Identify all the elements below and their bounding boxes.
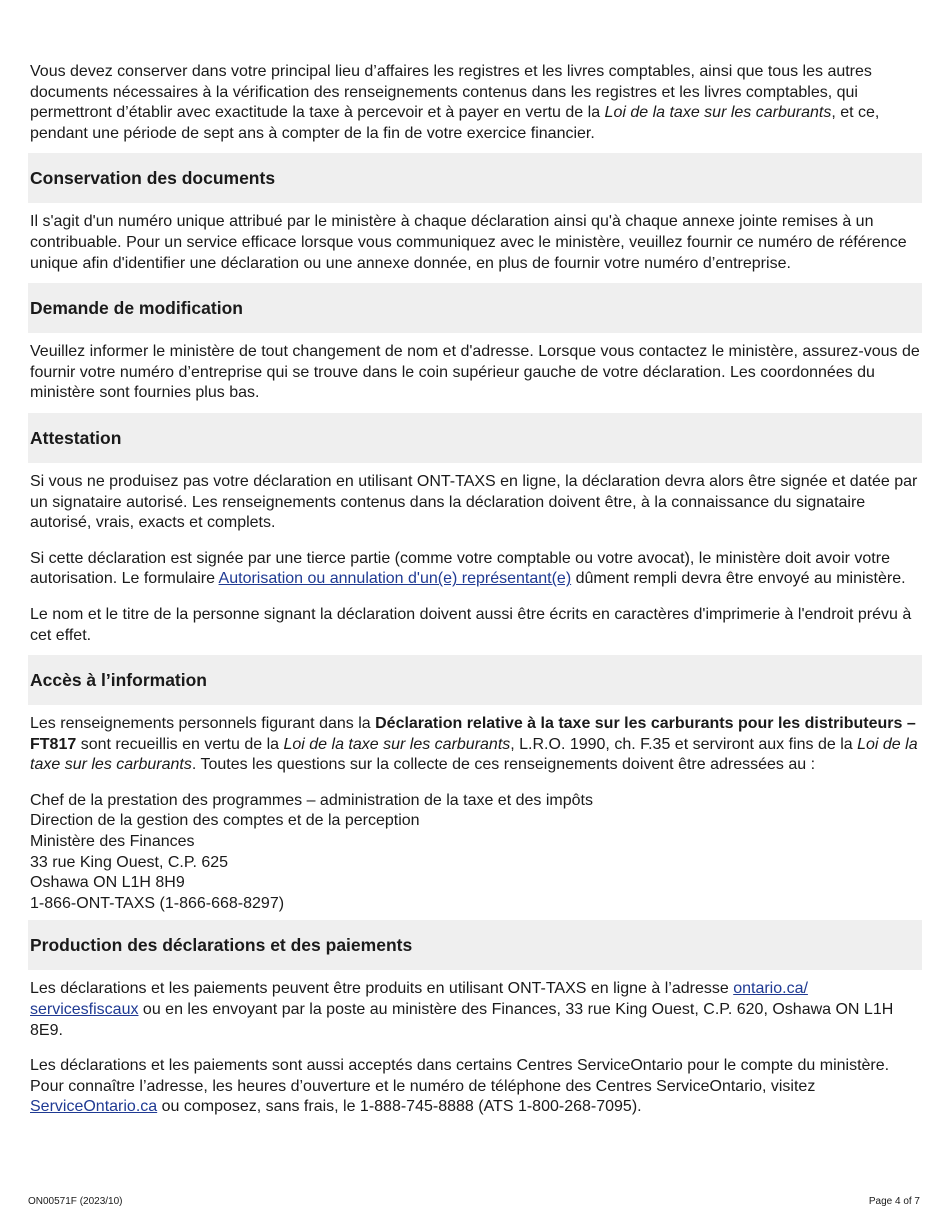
section-heading-conservation: Conservation des documents [28, 153, 922, 203]
filing-paragraph-2: Les déclarations et les paiements sont aussi acceptés dans certains Centres ServiceOntario pour le compte du ministère. Pour connaître l’adresse, les heures d’ouverture et le numéro de téléphone des Centres ServiceOntario, visitez ServiceOntario.ca ou composez, sans frais, le 1-888-745-8888 (ATS 1-800-268-7095). [30, 1057, 890, 1116]
access-paragraph: Les renseignements personnels figurant dans la Déclaration relative à la taxe sur les carburants pour les distributeurs – FT817 sont recueillis en vertu de la Loi de la taxe sur les carburants, L.R.O. 1990, ch. F.35 et serviront aux fins de la Loi de la taxe sur les carburants. Toutes les questions sur la collecte de ces renseignements doivent être adressées au : [30, 715, 918, 774]
document-page [30, 62, 922, 1133]
address-line: Direction de la gestion des comptes et de la perception [30, 812, 420, 830]
attestation-paragraph-2: Si cette déclaration est signée par une tierce partie (comme votre comptable ou votre avocat), le ministère doit avoir votre autorisation. Le formulaire Autorisation ou annulation d'un(e) représentant(e) dûment rempli devra être envoyé au ministère. [30, 549, 906, 588]
page-number: Page 4 of 7 [868, 1196, 920, 1207]
address-line: 1-866-ONT-TAXS (1-866-668-8297) [30, 894, 285, 912]
section-heading-attestation: Attestation [28, 413, 922, 463]
section-heading-access: Accès à l’information [28, 655, 922, 705]
address-line: Ministère des Finances [30, 833, 195, 851]
address-line: Oshawa ON L1H 8H9 [30, 874, 185, 892]
serviceontario-link[interactable]: ServiceOntario.ca [30, 1098, 158, 1116]
ministry-address [30, 791, 922, 915]
intro-paragraph: Vous devez conserver dans votre principal lieu d’affaires les registres et les livres comptables, ainsi que tous les autres documents nécessaires à la vérification des renseignements contenus dans les registres et les livres comptables, qui permettront d’établir avec exactitude la taxe à percevoir et à payer en vertu de la Loi de la taxe sur les carburants, et ce, pendant une période de sept ans à compter de la fin de votre exercice financier. [30, 63, 880, 142]
conservation-paragraph: Il s'agit d'un numéro unique attribué par le ministère à chaque déclaration ainsi qu'à chaque annexe jointe remises à un contribuable. Pour un service efficace lorsque vous communiquez avec le ministère, veuillez fournir ce numéro de référence unique afin d'identifier une déclaration ou une annexe donnée, en plus de fournir votre numéro d’entreprise. [30, 213, 907, 272]
filing-paragraph-1: Les déclarations et les paiements peuvent être produits en utilisant ONT-TAXS en ligne à l’adresse ontario.ca/ servicesfiscaux ou en les envoyant par la poste au ministère des Finances, 33 rue King Ouest, C.P. 620, Oshawa ON L1H 8E9. [30, 980, 894, 1039]
modification-paragraph: Veuillez informer le ministère de tout changement de nom et d'adresse. Lorsque vous contactez le ministère, assurez-vous de fournir votre numéro d’entreprise qui se trouve dans le coin supérieur gauche de votre déclaration. Les coordonnées du ministère sont fournies plus bas. [30, 343, 920, 402]
section-heading-filing: Production des déclarations et des paiements [28, 920, 922, 970]
attestation-paragraph-3: Le nom et le titre de la personne signant la déclaration doivent aussi être écrits en caractères d'imprimerie à l'endroit prévu à cet effet. [30, 605, 912, 644]
representative-form-link[interactable]: Autorisation ou annulation d'un(e) représentant(e) [218, 570, 572, 588]
address-line: 33 rue King Ouest, C.P. 625 [30, 853, 229, 871]
ontario-tax-services-link[interactable]: ontario.ca/ servicesfiscaux [30, 980, 808, 1019]
form-code: ON00571F (2023/10) [28, 1196, 123, 1207]
attestation-paragraph-1: Si vous ne produisez pas votre déclaration en utilisant ONT-TAXS en ligne, la déclaration devra alors être signée et datée par un signataire autorisé. Les renseignements contenus dans la déclaration doivent être, à la connaissance du signataire autorisé, vrais, exacts et complets. [30, 472, 918, 532]
address-line: Chef de la prestation des programmes – administration de la taxe et des impôts [30, 791, 593, 809]
section-heading-modification: Demande de modification [28, 283, 922, 333]
